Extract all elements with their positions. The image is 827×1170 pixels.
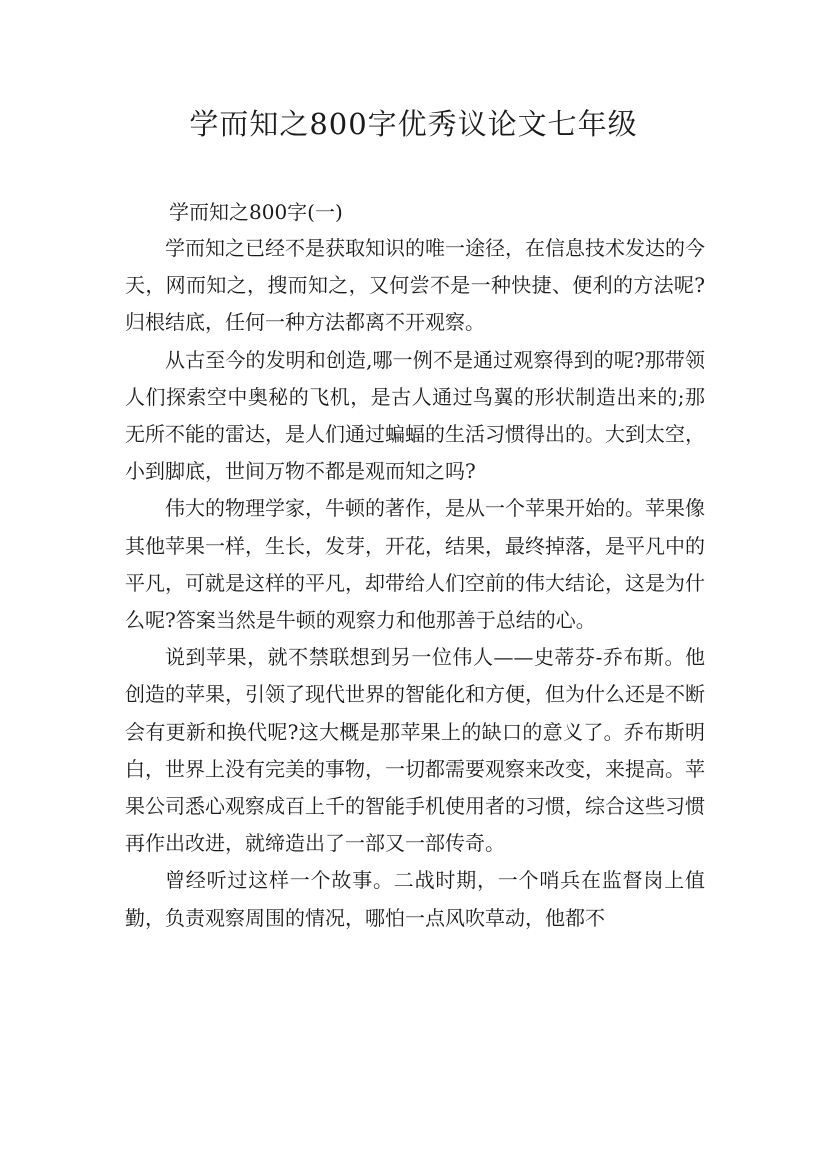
paragraph-1: 学而知之已经不是获取知识的唯一途径，在信息技术发达的今天，网而知之，搜而知之，又何尝不是一种快捷、便利的方法呢?归根结底，任何一种方法都离不开观察。 — [125, 236, 705, 335]
paragraph-2: 从古至今的发明和创造,哪一例不是通过观察得到的呢?那带领人们探索空中奥秘的飞机，是古人通过鸟翼的形状制造出来的;那无所不能的雷达，是人们通过蝙蝠的生活习惯得出的。大到太空，小到脚底，世间万物不都是观而知之吗? — [125, 347, 705, 484]
section-heading: 学而知之800字(一) — [169, 200, 343, 224]
paragraph-4: 说到苹果，就不禁联想到另一位伟人——史蒂芬-乔布斯。他创造的苹果，引领了现代世界的智能化和方便，但为什么还是不断会有更新和换代呢?这大概是那苹果上的缺口的意义了。乔布斯明白，世界上没有完美的事物，一切都需要观察来改变，来提高。苹果公司悉心观察成百上千的智能手机使用者的习惯，综合这些习惯再作出改进，就缔造出了一部又一部传奇。 — [125, 645, 705, 856]
paragraph-5: 曾经听过这样一个故事。二战时期，一个哨兵在监督岗上值勤，负责观察周围的情况，哪怕一点风吹草动，他都不 — [125, 868, 705, 930]
paragraph-3: 伟大的物理学家，牛顿的著作，是从一个苹果开始的。苹果像其他苹果一样，生长，发芽，开花，结果，最终掉落，是平凡中的平凡，可就是这样的平凡，却带给人们空前的伟大结论，这是为什么呢?答案当然是牛顿的观察力和他那善于总结的心。 — [125, 496, 705, 633]
document-body — [125, 194, 705, 937]
document-title: 学而知之800字优秀议论文七年级 — [189, 107, 638, 141]
